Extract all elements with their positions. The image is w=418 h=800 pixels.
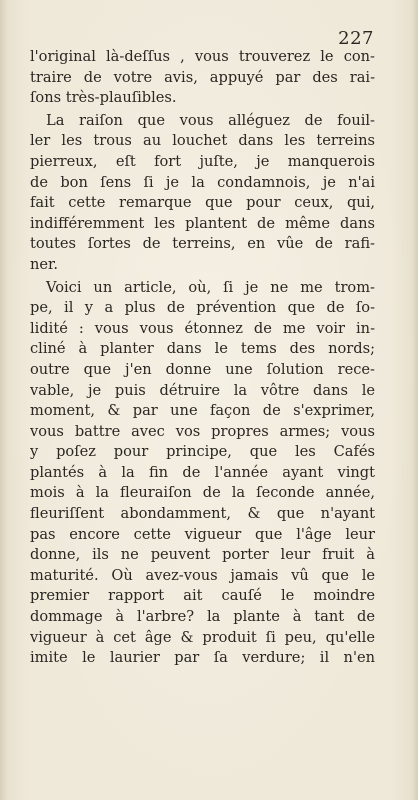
- text-line: moment, & par une façon de s'exprimer,: [30, 402, 375, 420]
- paragraph-2: [30, 111, 375, 276]
- paragraph-1: [30, 47, 375, 109]
- text-line: donne, ils ne peuvent porter leur fruit à: [30, 546, 375, 564]
- text-line: imite le laurier par ſa verdure; il n'en: [30, 649, 375, 667]
- text-line: vable, je puis détruire la vôtre dans le: [30, 381, 375, 399]
- text-line: fleuriſſent abondamment, & que n'ayant: [30, 505, 375, 523]
- text-line: y poſez pour principe, que les Cafés: [30, 443, 375, 461]
- text-line: maturité. Où avez-vous jamais vû que le: [30, 566, 375, 584]
- text-line: pe, il y a plus de prévention que de ſo-: [30, 299, 375, 317]
- text-line: mois à la fleuraiſon de la ſeconde année,: [30, 484, 375, 502]
- text-line: dommage à l'arbre? la plante à tant de: [30, 608, 375, 626]
- text-line: La raiſon que vous alléguez de fouil-: [46, 111, 375, 129]
- text-line: traire de votre avis, appuyé par des rai-: [30, 68, 375, 86]
- text-line: outre que j'en donne une ſolution rece-: [30, 360, 375, 378]
- text-line: l'original là-deſſus , vous trouverez le con-: [30, 48, 375, 65]
- text-line: ler les trous au louchet dans les terreins: [30, 132, 375, 150]
- page-number: 227: [338, 28, 374, 49]
- text-line: vigueur à cet âge & produit ſi peu, qu'elle: [30, 628, 375, 646]
- text-line: lidité : vous vous étonnez de me voir in-: [30, 319, 375, 337]
- text-line: premier rapport ait cauſé le moindre: [30, 587, 375, 605]
- text-line: ner.: [30, 255, 59, 273]
- page-body-text: [30, 47, 375, 669]
- text-line: Voici un article, où, ſi je ne me trom-: [46, 278, 375, 296]
- text-line: pierreux, eſt fort juſte, je manquerois: [30, 152, 375, 170]
- text-line: cliné à planter dans le tems des nords;: [30, 340, 375, 358]
- paragraph-3: [30, 278, 375, 669]
- text-line: toutes ſortes de terreins, en vûe de rafi-: [30, 235, 375, 253]
- text-line: ſons très-plauſibles.: [30, 89, 177, 107]
- text-line: de bon ſens ſi je la condamnois, je n'ai: [30, 173, 375, 191]
- text-line: pas encore cette vigueur que l'âge leur: [30, 525, 375, 543]
- text-line: indifféremment les plantent de même dans: [30, 214, 375, 232]
- text-line: vous battre avec vos propres armes; vous: [30, 422, 375, 440]
- text-line: fait cette remarque que pour ceux, qui,: [30, 194, 375, 212]
- text-line: plantés à la fin de l'année ayant vingt: [30, 463, 375, 481]
